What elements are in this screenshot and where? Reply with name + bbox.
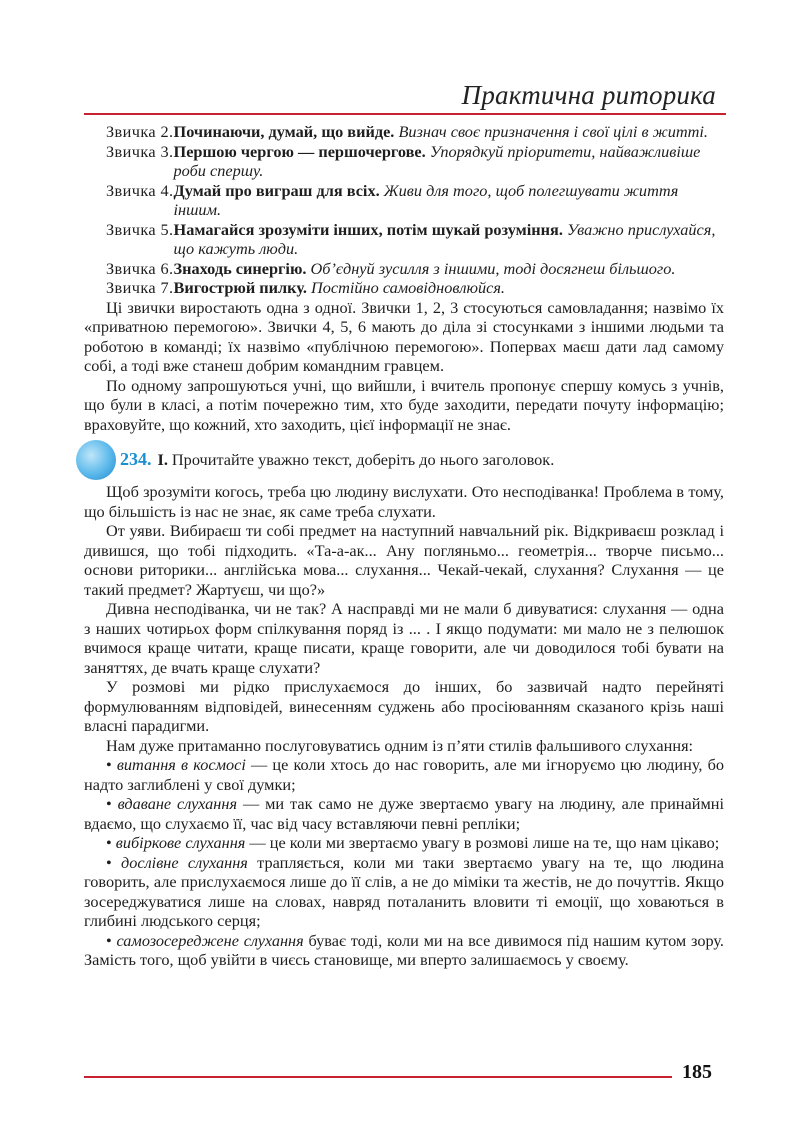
habit-item	[84, 142, 724, 181]
bullet-marker: •	[106, 930, 112, 950]
bullet-marker: •	[106, 755, 112, 774]
habit-description: Уважно прислухайся, що кажуть люди.	[173, 219, 716, 258]
habit-description: Упорядкуй пріоритети, найважливіше роби спершу.	[173, 141, 701, 180]
style-term: витання в космосі	[116, 755, 246, 774]
task-number: 234.	[120, 449, 152, 470]
paragraph: Нам дуже притаманно послуговуватись одним із п’яти стилів фальшивого слухання:	[106, 735, 694, 755]
habit-text	[174, 142, 724, 181]
habit-item	[84, 181, 724, 220]
habit-description: Живи для того, щоб полегшувати життя іншим.	[173, 180, 679, 219]
reading-text	[84, 482, 724, 755]
footer-rule	[84, 1076, 672, 1078]
habit-label: Звичка 2.	[106, 122, 174, 141]
task-instruction: Прочитайте уважно текст, доберіть до нього заголовок.	[171, 450, 555, 470]
style-term: дослівне слухання	[120, 852, 248, 872]
listening-style-item	[84, 794, 724, 833]
habit-description: Об’єднуй зусилля з іншими, тоді досягнеш більшого.	[310, 258, 676, 278]
style-description: — це коли хтось до нас говорить, але ми ігноруємо цю людину, бо надто заглиблені у свої думки;	[84, 755, 724, 794]
listening-style-item	[84, 931, 724, 970]
task-marker-icon	[76, 440, 116, 480]
habit-text	[174, 122, 724, 142]
habit-title: Вигострюй пилку.	[173, 278, 307, 297]
habit-text	[174, 220, 724, 259]
listening-styles-list	[84, 755, 724, 970]
habit-item	[84, 220, 724, 259]
habit-title: Намагайся зрозуміти інших, потім шукай розуміння.	[173, 219, 563, 239]
habit-item	[84, 259, 724, 279]
listening-style-item	[84, 755, 724, 794]
habit-title: Першою чергою — першочергове.	[173, 141, 426, 161]
style-description: — ми так само не дуже звертаємо увагу на людину, але принаймні вдаємо, що слухаємо її, час від часу вставляючи певні репліки;	[84, 794, 725, 833]
habit-description: Визнач своє призначення і свої цілі в житті.	[398, 122, 708, 141]
intro-paragraphs	[84, 298, 724, 435]
listening-style-item	[84, 853, 724, 931]
habit-text	[174, 181, 724, 220]
habits-list	[84, 122, 724, 298]
habit-label: Звичка 7.	[106, 278, 174, 297]
style-description: трапляється, коли ми таки звертаємо увагу на те, що людина говорить, але прислухаємося лише до її слів, а не до міміки та жестів, не до почуттів. Якщо зосереджуватися лише на словах, навряд поталанить вловити ті емоції, що ховаються в глибині людського серця;	[84, 852, 724, 930]
habit-item	[84, 278, 724, 298]
listening-style-item	[84, 833, 724, 853]
paragraph: У розмові ми рідко прислухаємося до інших, бо зазвичай надто перейняті формулюванням відповідей, винесенням суджень або просіюванням сказаного крізь наші власні парадигми.	[84, 677, 724, 735]
bullet-marker: •	[106, 852, 112, 872]
paragraph: Щоб зрозуміти когось, треба цю людину вислухати. Ото несподіванка! Проблема в тому, що більшість із нас не знає, як саме треба слухати.	[84, 482, 724, 521]
habit-item	[84, 122, 724, 142]
style-description: — це коли ми звертаємо увагу в розмові лише на те, що нам цікаво;	[245, 833, 720, 852]
habit-title: Думай про виграш для всіх.	[173, 180, 380, 200]
paragraph: Ці звички виростають одна з одної. Звички 1, 2, 3 стосуються самовладання; назвімо їх «приватною перемогою». Звички 4, 5, 6 мають до діла зі стосунками з іншими людьми та роботою в команді; їх назвімо «публічною перемогою». Попервах маєш дати лад самому собі, а тоді вже станеш добрим командним гравцем.	[84, 297, 724, 375]
bullet-marker: •	[106, 833, 112, 852]
habit-label: Звичка 3.	[106, 141, 174, 161]
habit-text	[174, 278, 724, 298]
style-term: вдаване слухання	[117, 794, 238, 813]
habit-title: Починаючи, думай, що вийде.	[173, 122, 395, 141]
style-term: вибіркове слухання	[115, 833, 246, 852]
style-term: самозосереджене слухання	[116, 930, 304, 950]
task-part: I.	[157, 450, 168, 470]
paragraph: Дивна несподіванка, чи не так? А насправді ми не мали б дивуватися: слухання — одна з наших чотирьох форм спілкування поряд із ... . І якщо подумати: ми мало не з пелюшок вчимося краще читати, краще писати, краще говорити, але чи доводилося тобі бувати на заняттях, де вчать краще слухати?	[84, 599, 724, 677]
habit-title: Знаходь синергію.	[173, 258, 307, 278]
paragraph: От уяви. Вибираєш ти собі предмет на наступний навчальний рік. Відкриваєш розклад і дивишся, що тобі підходить. «Та-а-ак... Ану погляньмо... геометрія... творче письмо... основи риторики... англійська мова... слухання... Чекай-чекай, слухання? Слухання — це такий предмет? Жартуєш, чи що?»	[84, 521, 724, 599]
style-description: буває тоді, коли ми на все дивимося під нашим кутом зору. Замість того, щоб увійти в чиєсь становище, ми вперто залишаємось у своєму.	[84, 930, 724, 969]
habit-description: Постійно самовідновлюйся.	[310, 278, 505, 297]
habit-text	[174, 259, 724, 279]
running-header-title: Практична риторика	[461, 80, 716, 110]
habit-label: Звичка 6.	[106, 258, 174, 278]
habit-label: Звичка 4.	[106, 180, 174, 200]
page-content	[84, 122, 724, 970]
paragraph: По одному запрошуються учні, що вийшли, і вчитель пропонує спершу комусь з учнів, що були в класі, а потім почережно тим, хто буде заходити, передати почуту інформацію; враховуйте, що кожний, хто заходить, цієї інформації не знає.	[84, 375, 724, 434]
bullet-marker: •	[106, 794, 112, 813]
task-234	[84, 440, 724, 480]
page-number: 185	[682, 1061, 712, 1083]
header-rule	[84, 113, 726, 115]
habit-label: Звичка 5.	[106, 219, 174, 239]
